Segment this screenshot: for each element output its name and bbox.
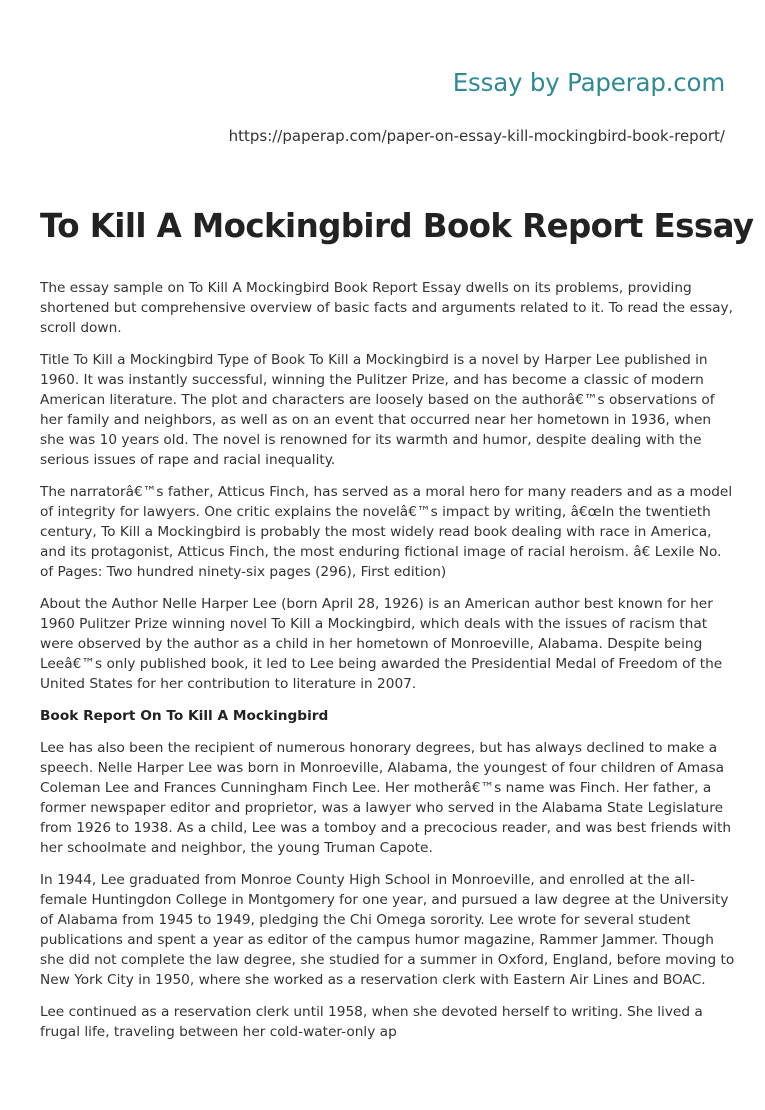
article-body (40, 278, 735, 1054)
source-url[interactable]: https://paperap.com/paper-on-essay-kill-mockingbird-book-report/ (228, 127, 725, 145)
section-heading: Book Report On To Kill A Mockingbird (40, 708, 329, 724)
paragraph-6: Lee continued as a reservation clerk until 1958, when she devoted herself to writing. She lived a frugal life, traveling between her cold-water-only ap (40, 1004, 703, 1040)
paragraph-1: Title To Kill a Mockingbird Type of Book To Kill a Mockingbird is a novel by Harper Lee published in 1960. It was instantly successful, winning the Pulitzer Prize, and has become a classic of modern American literature. The plot and characters are loosely based on the authorâ€™s observations of her family and neighbors, as well as on an event that occurred near her hometown in 1936, when she was 10 years old. The novel is renowned for its warmth and humor, despite dealing with the serious issues of rape and racial inequality. (40, 352, 715, 468)
paragraph-2: The narratorâ€™s father, Atticus Finch, has served as a moral hero for many readers and as a model of integrity for lawyers. One critic explains the novelâ€™s impact by writing, â€œIn the twentieth century, To Kill a Mockingbird is probably the most widely read book dealing with race in America, and its protagonist, Atticus Finch, the most enduring fictional image of racial heroism. â€ Lexile No. of Pages: Two hundred ninety-six pages (296), First edition) (40, 484, 733, 580)
paragraph-4: Lee has also been the recipient of numerous honorary degrees, but has always declined to make a speech. Nelle Harper Lee was born in Monroeville, Alabama, the youngest of four children of Amasa Coleman Lee and Frances Cunningham Finch Lee. Her motherâ€™s name was Finch. Her father, a former newspaper editor and proprietor, was a lawyer who served in the Alabama State Legislature from 1926 to 1938. As a child, Lee was a tomboy and a precocious reader, and was best friends with her schoolmate and neighbor, the young Truman Capote. (40, 740, 732, 856)
site-brand[interactable]: Essay by Paperap.com (452, 68, 725, 97)
paragraph-5: In 1944, Lee graduated from Monroe County High School in Monroeville, and enrolled at the all-female Huntingdon College in Montgomery for one year, and pursued a law degree at the University of Alabama from 1945 to 1949, pledging the Chi Omega sorority. Lee wrote for several student publications and spent a year as editor of the campus humor magazine, Rammer Jammer. Though she did not complete the law degree, she studied for a summer in Oxford, England, before moving to New York City in 1950, where she worked as a reservation clerk with Eastern Air Lines and BOAC. (40, 872, 735, 988)
intro-paragraph: The essay sample on To Kill A Mockingbird Book Report Essay dwells on its problems, providing shortened but comprehensive overview of basic facts and arguments related to it. To read the essay, scroll down. (40, 280, 733, 336)
page-title: To Kill A Mockingbird Book Report Essay (40, 207, 754, 245)
paragraph-3: About the Author Nelle Harper Lee (born April 28, 1926) is an American author best known for her 1960 Pulitzer Prize winning novel To Kill a Mockingbird, which deals with the issues of racism that were observed by the author as a child in her hometown of Monroeville, Alabama. Despite being Leeâ€™s only published book, it led to Lee being awarded the Presidential Medal of Freedom of the United States for her contribution to literature in 2007. (40, 596, 723, 692)
